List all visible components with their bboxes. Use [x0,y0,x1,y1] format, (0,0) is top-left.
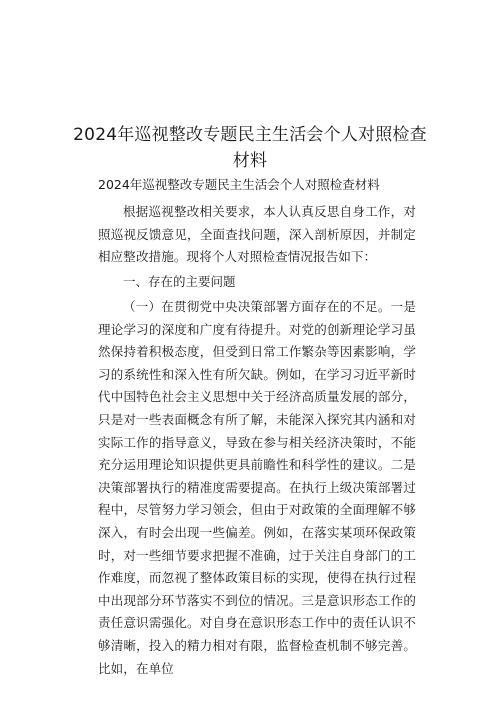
document-title: 2024年巡视整改专题民主生活会个人对照检查材料 [73,125,427,171]
section-heading: 一、存在的主要问题 [123,274,236,289]
document-subtitle: 2024年巡视整改专题民主生活会个人对照检查材料 [98,177,380,192]
intro-paragraph: 根据巡视整改相关要求，本人认真反思自身工作，对照巡视反馈意见，全面查找问题，深入剖析原因，并制定相应整改措施。现将个人对照检查情况报告如下： [98,204,416,265]
body-paragraph: （一）在贯彻党中央决策部署方面存在的不足。一是理论学习的深度和广度有待提升。对党的创新理论学习虽然保持着积极态度，但受到日常工作繁杂等因素影响，学习的系统性和深入性有所欠缺。例如，在学习习近平新时代中国特色社会主义思想中关于经济高质量发展的部分，只是对一些表面概念有所了解，未能深入探究其内涵和对实际工作的指导意义，导致在参与相关经济决策时，不能充分运用理论知识提供更具前瞻性和科学性的建议。二是决策部署执行的精准度需要提高。在执行上级决策部署过程中，尽管努力学习领会，但由于对政策的全面理解不够深入，有时会出现一些偏差。例如，在落实某项环保政策时，对一些细节要求把握不准确，过于关注自身部门的工作难度，而忽视了整体政策目标的实现，使得在执行过程中出现部分环节落实不到位的情况。三是意识形态工作的责任意识需强化。对自身在意识形态工作中的责任认识不够清晰，投入的精力相对有限，监督检查机制不够完善。比如，在单位 [98,299,416,676]
